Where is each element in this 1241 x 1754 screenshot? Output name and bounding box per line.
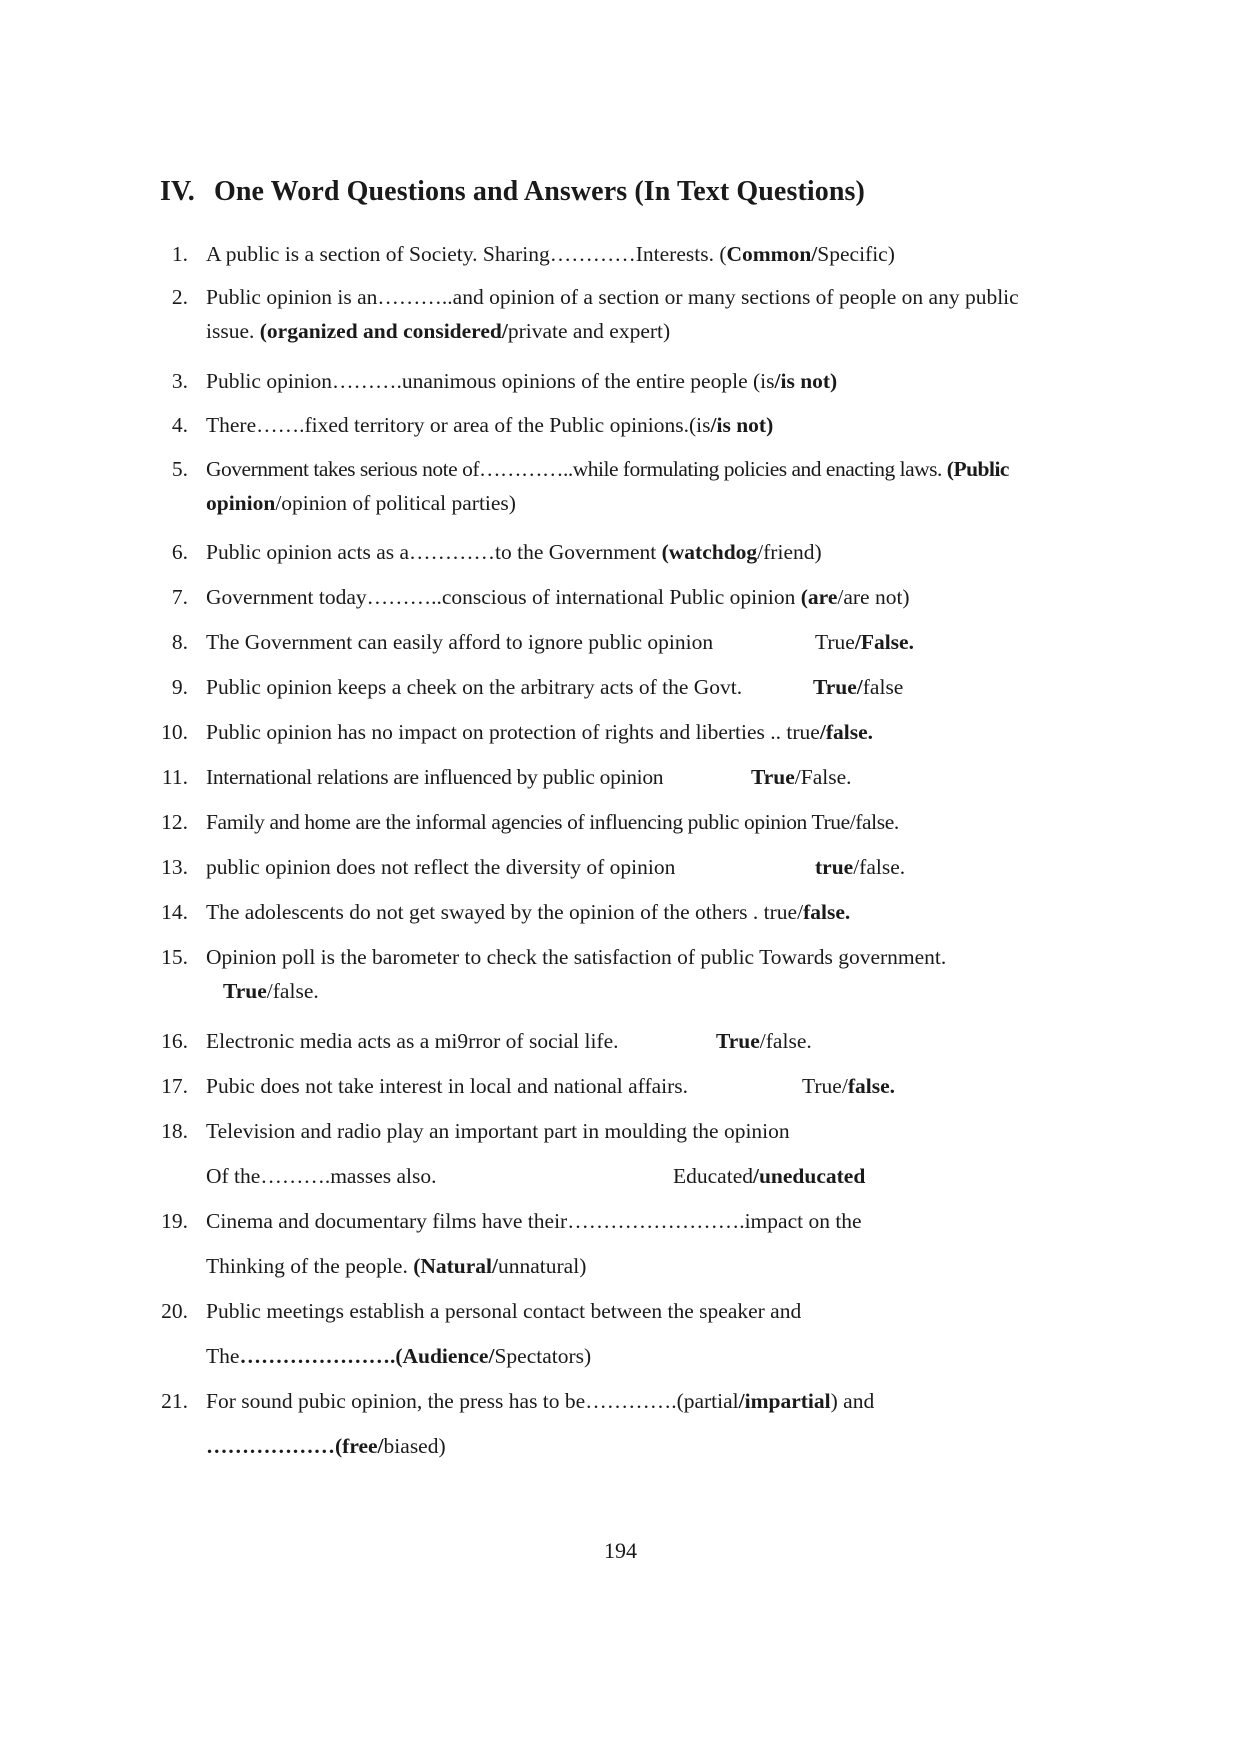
answer: true/false. xyxy=(815,855,906,879)
section-heading xyxy=(160,176,865,208)
answer: True/False. xyxy=(815,630,914,654)
answer: Educated/uneducated xyxy=(673,1164,866,1188)
answer: True/false. xyxy=(716,1029,812,1053)
section-number: IV. xyxy=(160,176,195,207)
answer: True/false. xyxy=(802,1074,895,1098)
answer: True/False. xyxy=(751,765,852,789)
section-title: One Word Questions and Answers (In Text Questions) xyxy=(214,176,865,207)
answer: True/false xyxy=(813,675,904,699)
page-number: 194 xyxy=(604,1538,637,1563)
